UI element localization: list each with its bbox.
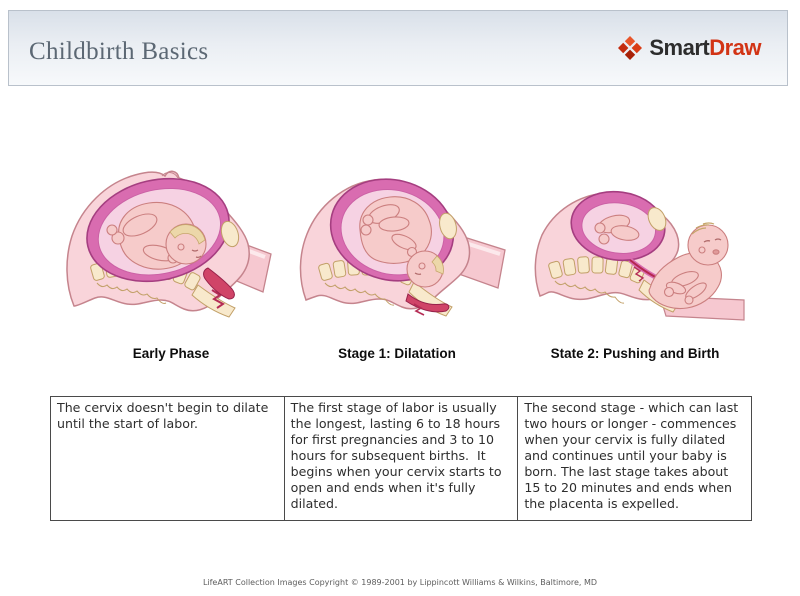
copyright-credit: LifeART Collection Images Copyright © 1989-2001 by Lippincott Williams & Wilkins, Baltimore, MD bbox=[202, 578, 598, 587]
stage-label-pushing-birth: State 2: Pushing and Birth bbox=[550, 346, 720, 361]
cell-dilatation-description: The first stage of labor is usually the longest, lasting 6 to 18 hours for first pregnancies and 3 to 10 hours for subsequent births. It begins when your cervix starts to open and ends when it's fully dilated. bbox=[284, 397, 518, 521]
cell-pushing-birth-description: The second stage - which can last two hours or longer - commences when your cervix is fully dilated and continues until your baby is born. The last stage takes about 15 to 20 minutes and ends when the placenta is expelled. bbox=[518, 397, 752, 521]
stage-description-table bbox=[50, 396, 752, 521]
stage-label-early-phase: Early Phase bbox=[132, 346, 210, 361]
logo-text-smart: Smart bbox=[649, 35, 710, 60]
page-title: Childbirth Basics bbox=[29, 38, 209, 65]
illustration-early-phase bbox=[62, 168, 272, 325]
stage-label-dilatation: Stage 1: Dilatation bbox=[338, 346, 456, 361]
table-row bbox=[51, 397, 752, 521]
header-bar bbox=[8, 10, 788, 86]
logo-text bbox=[649, 35, 761, 61]
smartdraw-diamond-icon bbox=[617, 35, 643, 61]
cell-early-phase-description: The cervix doesn't begin to dilate until the start of labor. bbox=[51, 397, 285, 521]
smartdraw-logo bbox=[617, 35, 761, 61]
illustration-stage1-dilatation bbox=[296, 170, 506, 327]
illustration-stage2-pushing-birth bbox=[530, 172, 748, 329]
logo-text-draw: Draw bbox=[709, 35, 761, 60]
